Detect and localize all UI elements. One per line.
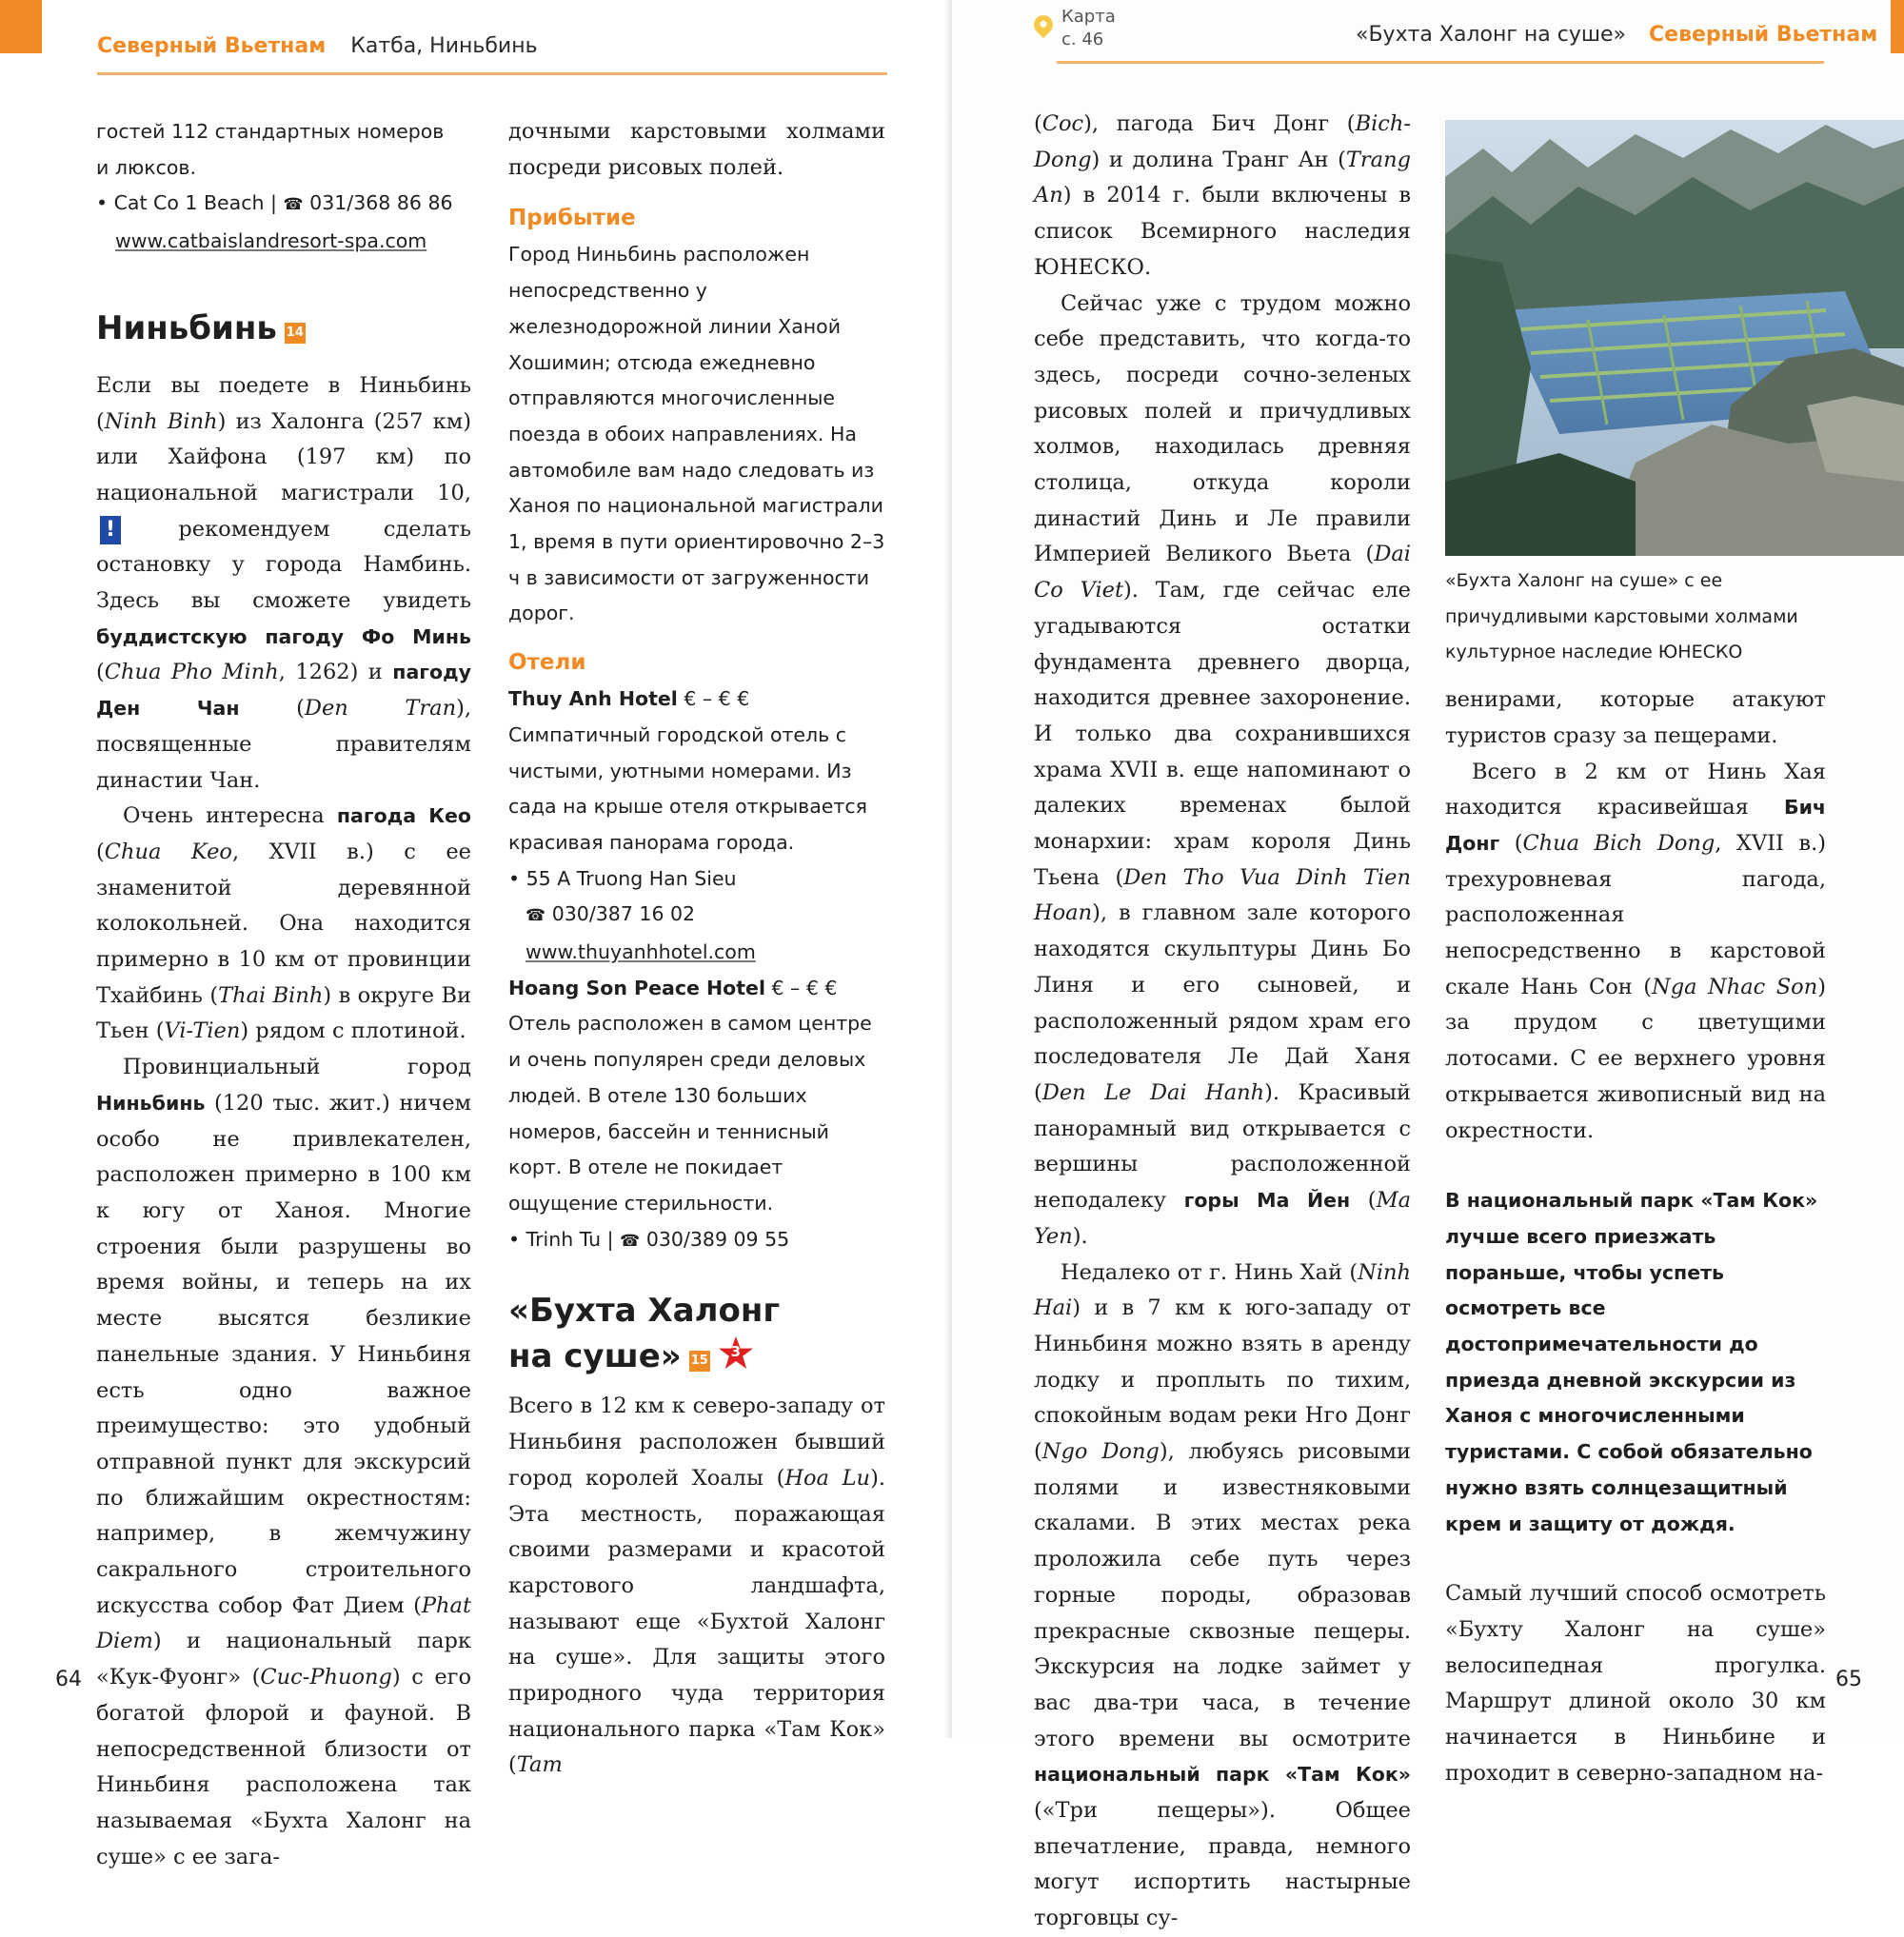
map-pin-icon: [1033, 15, 1054, 44]
header-rule: [1057, 61, 1824, 64]
running-header-right: [1356, 15, 1877, 53]
hotel-entry: [508, 682, 885, 971]
paragraph: Всего в 2 км от Нинь Хая находится красивейшая Бич Донг (Chua Bich Dong, XVII в.) трехуровневая пагода, расположенная непосредственно в карстовой скале Нань Сон (Nga Nhac Son) за прудом с цветущими лотосами. С ее верхнего уровня открывается живописный вид на окрестности.: [1445, 759, 1827, 1143]
paragraph: венирами, которые атакуют туристов сразу за пещерами.: [1445, 687, 1826, 748]
column-4: [1445, 563, 1826, 1792]
hotel-phone: 030/389 09 55: [645, 1227, 790, 1251]
paragraph: Сейчас уже с трудом можно себе представить, что когда-то здесь, посреди сочно-зеленых рисовых полей и причудливых холмов, находилась древняя столица, откуда короли династий Динь и Ле правили Империей Великого Вьета (Dai Co Viet). Там, где сейчас еле угадываются остатки фундамента древнего дворца, находится древнее захоронение. И только два сохранившихся храма XVII в. еще напоминают о далеких временах былой монархии: храм короля Динь Тьена (Den Tho Vua Dinh Tien Hoan), в главном зале которого находятся скульптуры Динь Бо Линя и его сыновей, и расположенный рядом храм его последователя Ле Дай Ханя (Den Le Dai Hanh). Красивый панорамный вид открывается с вершины расположенной неподалеку горы Ма Йен (Ma Yen).: [1034, 290, 1412, 1249]
hotel-address: • 55 A Truong Han Sieu: [508, 866, 737, 890]
column-1: [96, 114, 471, 1875]
resort-address: • Cat Co 1 Beach |: [96, 191, 277, 215]
paragraph: Всего в 12 км к северо-западу от Ниньбиня расположен бывший город королей Хоалы (Hoa Lu). Эта местность, поражающая своими размерами и красотой карстового ландшафта, называют еще «Бухтой Халонг на суше». Для защиты этого природного чуда территория национального парка «Там Кок» (Tam: [508, 1393, 885, 1778]
paragraph: Самый лучший способ осмотреть «Бухту Халонг на суше» велосипедная прогулка. Маршрут длиной около 30 км начинается в Ниньбине и проходит в северно-западном на-: [1445, 1581, 1826, 1786]
resort-line-2: и люксов.: [96, 155, 196, 179]
hotel-entry: [508, 971, 885, 1260]
heading-title: Ниньбинь: [96, 308, 277, 347]
resort-line-1: гостей 112 стандартных номеров: [96, 120, 445, 143]
hotel-address: • Trinh Tu |: [508, 1227, 614, 1251]
paragraph: Недалеко от г. Нинь Хай (Ninh Hai) и в 7 км к юго-западу от Ниньбиня можно взять в аренду лодку и проплыть по тихим, спокойным водам реки Нго Донг (Ngo Dong), любуясь рисовыми полями и известняковыми скалами. В этих местах река проложила себе путь через горные породы, образовав прекрасные сквозные пещеры. Экскурсия на лодке займет у вас два-три часа, в течение этого времени вы осмотрите национальный парк «Там Кок» («Три пещеры»). Общее впечатление, правда, немного могут испортить настырные торговцы су-: [1034, 1259, 1411, 1931]
corner-tab-right: [1891, 0, 1904, 53]
photo-caption: «Бухта Халонг на суше» с ее причудливыми карстовыми холмами культурное наследие ЮНЕСКО: [1445, 570, 1798, 663]
column-3: [1034, 107, 1411, 1937]
ninh-binh-heading: [96, 306, 471, 351]
phone-icon: ☎: [620, 1231, 641, 1251]
hotel-phone: 030/387 16 02: [551, 902, 696, 926]
heading-title-line-1: «Бухта Халонг: [508, 1292, 781, 1331]
hotels-heading: Отели: [508, 650, 586, 676]
phone-icon: ☎: [283, 195, 304, 215]
hotel-description: Отель расположен в самом центре и очень популярен среди деловых людей. В отеле 130 больших номеров, бассейн и теннисный корт. В отеле не покидает ощущение стерильности.: [508, 1012, 872, 1215]
paragraph: (Coc), пагода Бич Донг (Bich-Dong) и долина Транг Ан (Trang An) в 2014 г. были включены в список Всемирного наследия ЮНЕСКО.: [1034, 111, 1411, 280]
hotel-website-link[interactable]: www.thuyanhhotel.com: [526, 940, 756, 964]
page-number: 65: [1835, 1668, 1862, 1691]
header-rule: [97, 72, 887, 75]
map-page: с. 46: [1061, 30, 1104, 49]
running-header-left: [97, 27, 538, 65]
map-label: Карта: [1061, 7, 1116, 27]
tip-box: В национальный парк «Там Кок» лучше всего приезжать пораньше, чтобы успеть осмотреть все достопримечательности до приезда дневной экскурсии из Ханоя с многочисленными туристами. С собой обязательно нужно взять солнцезащитный крем и защиту от дождя.: [1445, 1189, 1818, 1535]
header-subtitle: «Бухта Халонг на суше»: [1356, 22, 1626, 47]
column-2: [508, 114, 885, 1784]
hotel-price: € – € €: [677, 687, 750, 711]
hotel-description: Симпатичный городской отель с чистыми, уютными номерами. Из сада на крыше отеля открывается красивая панорама города.: [508, 722, 867, 854]
arrival-text: Город Ниньбинь расположен непосредственно у железнодорожной линии Ханой Хошимин; отсюда ежедневно отправляются многочисленные поезда в обоих направлениях. На автомобиле вам надо следовать из Ханоя по национальной магистрали 1, время в пути ориентировочно 2–3 ч в зависимости от загруженности дорог.: [508, 243, 885, 625]
resort-contact: [96, 186, 471, 224]
page-number: 64: [55, 1668, 82, 1691]
phone-icon: ☎: [526, 906, 546, 926]
star-rating-icon: 3: [717, 1334, 755, 1373]
header-section: Северный Вьетнам: [1649, 22, 1878, 47]
map-number-badge: 15: [689, 1351, 710, 1372]
paragraph: Провинциальный город Ниньбинь (120 тыс. жит.) ничем особо не привлекателен, расположен примерно в 100 км к югу от Ханоя. Многие строения были разрушены во время войны, и теперь на их месте высятся безликие панельные здания. У Ниньбиня есть одно важное преимущество: это удобный отправной пункт для экскурсий по ближайшим окрестностям: например, в жемчужину сакрального строительного искусства собор Фат Дием (Phat Diem) и национальный парк «Кук-Фуонг» (Cuc-Phuong) с его богатой флорой и фауной. В непосредственной близости от Ниньбиня расположена так называемая «Бухта Халонг на суше» с ее зага-: [96, 1055, 472, 1869]
header-subtitle: Катба, Ниньбинь: [350, 33, 538, 58]
paragraph: дочными карстовыми холмами посреди рисовых полей.: [508, 119, 885, 180]
arrival-heading: Прибытие: [508, 206, 636, 231]
paragraph: Очень интересна пагода Кео (Chua Keo, XVII в.) с ее знаменитой деревянной колокольней. Она находится примерно в 10 км от провинции Тхайбинь (Thai Binh) в округе Ви Тьен (Vi-Tien) рядом с плотиной.: [96, 803, 472, 1044]
resort-info: [96, 114, 471, 260]
hotel-name: Hoang Son Peace Hotel: [508, 976, 765, 999]
left-page: [0, 0, 952, 1869]
corner-tab-left: [0, 0, 42, 53]
resort-phone: 031/368 86 86: [309, 191, 453, 215]
exclamation-icon: !: [100, 516, 121, 544]
paragraph: Если вы поедете в Ниньбинь (Ninh Binh) из Халонга (257 км) или Хайфона (197 км) по национальной магистрали 10, ! рекомендуем сделать остановку у города Намбинь. Здесь вы сможете увидеть буддистскую пагоду Фо Минь (Chua Pho Minh, 1262) и пагоду Ден Чан (Den Tran), посвященные правителям династии Чан.: [96, 372, 471, 793]
halong-heading: [508, 1288, 885, 1383]
landscape-photo: [1445, 120, 1904, 556]
hotel-name: Thuy Anh Hotel: [508, 687, 678, 711]
map-reference[interactable]: [1033, 6, 1116, 51]
header-section: Северный Вьетнам: [97, 33, 327, 58]
heading-title-line-2: на суше»: [508, 1337, 682, 1376]
resort-website-link[interactable]: www.catbaislandresort-spa.com: [115, 229, 427, 253]
hotel-price: € – € €: [764, 976, 838, 999]
map-number-badge: 14: [285, 323, 306, 344]
